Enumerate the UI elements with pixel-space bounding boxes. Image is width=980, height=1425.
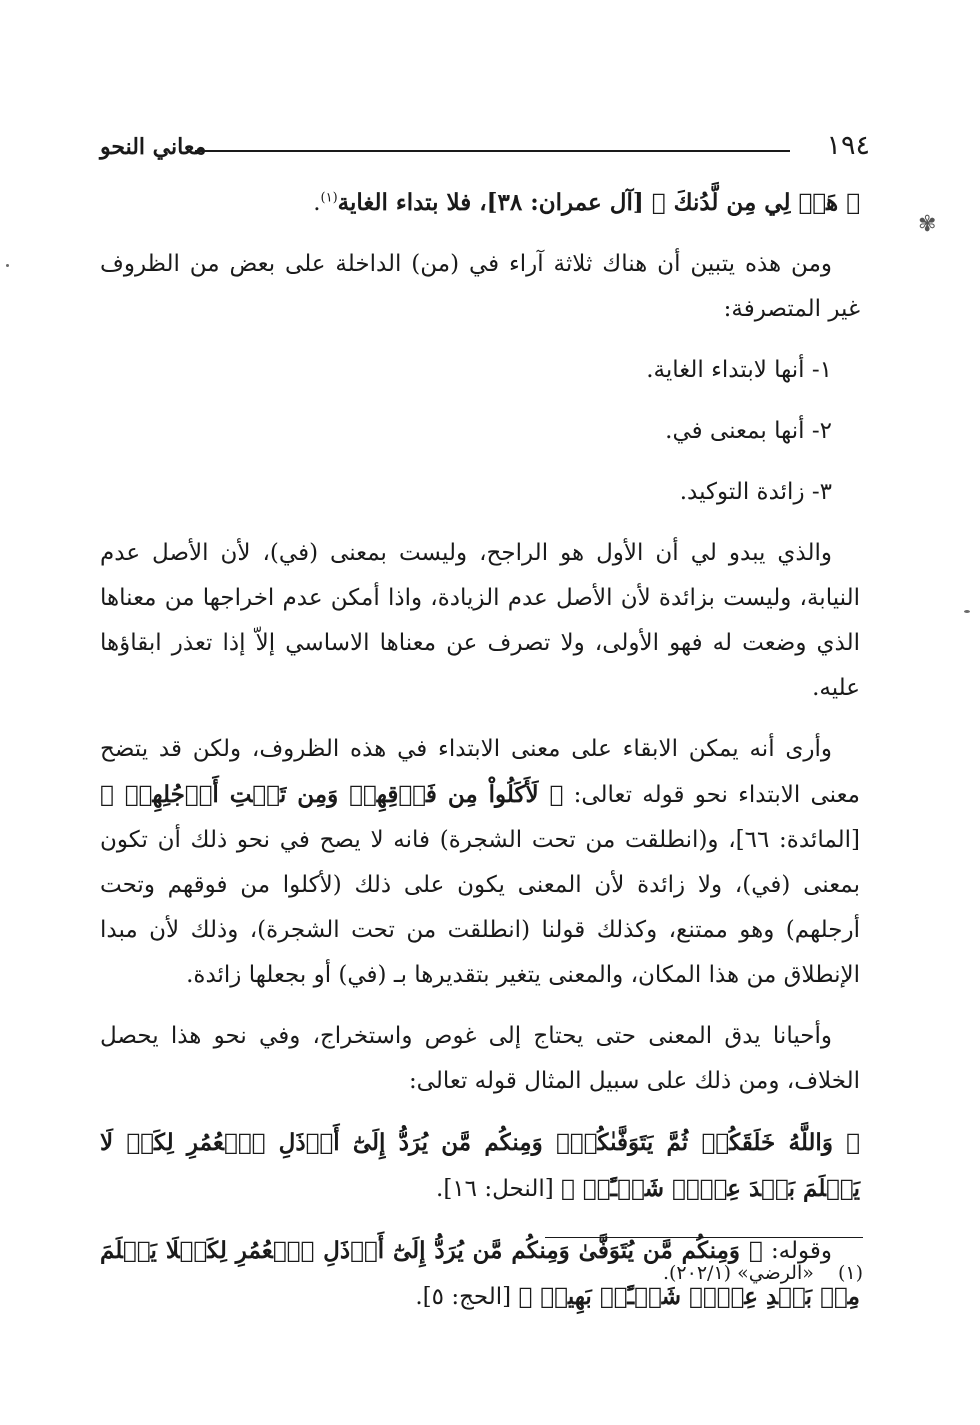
paragraph-2-text-a: وأرى أنه يمكن الابقاء على معنى الابتداء في هذه الظروف، ولكن قد يتضح معنى الابتداء نحو قوله تعالى: — [100, 736, 861, 808]
book-title: معاني النحو — [100, 134, 207, 160]
footnote-rule — [545, 1237, 863, 1238]
paragraph-4 — [100, 1120, 860, 1212]
footnote — [163, 1258, 863, 1288]
quran-quote: ﴿ هَبۡ لِي مِن لَّدُنكَ ﴾ [آل عمران: ٣٨]، فلا بتداء الغاية — [337, 189, 860, 216]
margin-ornament-icon: ✾ — [918, 212, 937, 237]
paragraph-1: والذي يبدو لي أن الأول هو الراجح، وليست بمعنى (في)، لأن الأصل عدم النيابة، وليست بزائدة لأن الأصل عدم الزيادة، واذا أمكن عدم اخراجها من معناها الذي وضعت له فهو الأولى، ولا تصرف عن معناها الاساسي إلاّ إذا تعذر ابقاؤها عليه. — [100, 540, 860, 701]
footnote-text: «الرضي» (٢٠٢/١). — [662, 1262, 814, 1284]
header-rule — [195, 150, 790, 152]
paragraph-2-text-b: [المائدة: ٦٦]، و(انطلقت من تحت الشجرة) فانه لا يصح في نحو ذلك أن تكون بمعنى (في)، ولا زائدة لأن المعنى يكون على ذلك (لأكلوا من فوقهم وتحت أرجلهم) وهو ممتنع، وكذلك قولنا (انطلقت من تحت الشجرة)، وذلك لأن مبدا الإنطلاق من هذا المكان، والمعنى يتغير بتقديرها بـ (في) أو بجعلها زائدة. — [100, 827, 861, 988]
margin-speck — [964, 610, 970, 613]
margin-speck — [6, 264, 9, 267]
list-item: ٣- زائدة التوكيد. — [679, 479, 832, 505]
list-item: ١- أنها لابتداء الغاية. — [646, 357, 832, 383]
paragraph-2 — [100, 727, 860, 998]
page-header — [100, 130, 870, 170]
quran-reference: [النحل: ١٦]. — [436, 1176, 554, 1202]
footnote-ref: (١) — [320, 190, 338, 206]
line-top-end: . — [313, 190, 321, 216]
list-item: ٢- أنها بمعنى في. — [665, 418, 832, 444]
footnote-marker: (١) — [837, 1262, 863, 1284]
quran-quote: ﴿ وَمِنكُم مَّن يُتَوَفَّىٰ وَمِنكُم مَّن يُرَدُّ إِلَىٰٓ أَرۡذَلِ ٱلۡعُمُرِ لِكَيۡلَا يَعۡلَمَ مِنۢ بَعۡدِ عِلۡمٖ شَيۡـًٔاۚ بَهِيجٖ ﴾ — [100, 1237, 860, 1310]
quran-reference: [الحج: ٥]. — [415, 1284, 512, 1310]
quran-quote: ﴿ لَأَكَلُواْ مِن فَوۡقِهِمۡ وَمِن تَحۡتِ أَرۡجُلِهِمۚ ﴾ — [100, 781, 564, 808]
paragraph-5-text: وقوله: — [770, 1238, 833, 1264]
intro-paragraph: ومن هذه يتبين أن هناك ثلاثة آراء في (من) الداخلة على بعض من الظروف غير المتصرفة: — [100, 251, 860, 322]
page-number: ١٩٤ — [826, 130, 870, 161]
paragraph-3: وأحيانا يدق المعنى حتى يحتاج إلى غوص واستخراج، وفي نحو هذا يحصل الخلاف، ومن ذلك على سبيل المثال قوله تعالى: — [100, 1023, 860, 1094]
quran-quote: ﴿ وَاللَّهُ خَلَقَكُمۡ ثُمَّ يَتَوَفَّىٰكُمۡۚ وَمِنكُم مَّن يُرَدُّ إِلَىٰٓ أَرۡذَلِ ٱلۡعُمُرِ لِكَيۡ لَا يَعۡلَمَ بَعۡدَ عِلۡمٖ شَيۡـًٔاۚ ﴾ — [100, 1129, 860, 1202]
body-text — [100, 180, 860, 1336]
line-top — [100, 180, 860, 226]
